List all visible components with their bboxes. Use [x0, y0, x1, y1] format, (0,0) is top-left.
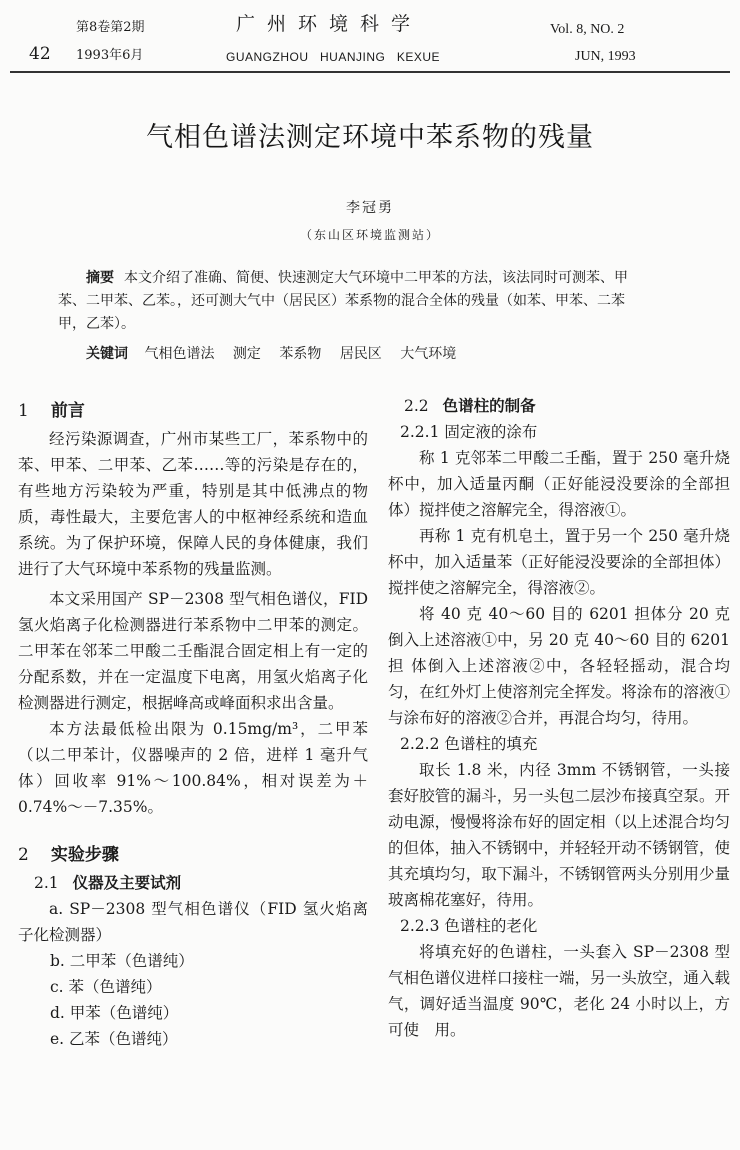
header-rule: [10, 71, 730, 73]
subsubsection-heading-filling: 2.2.2 色谱柱的填充: [400, 735, 538, 753]
left-column: [18, 398, 368, 1052]
publication-date-en: JUN, 1993: [575, 49, 636, 64]
paragraph: 本文采用国产 SP－2308 型气相色谱仪，FID 氢火焰离子化检测器进行苯系物中二甲苯的测定。二甲苯在邻苯二甲酸二壬酯混合固定相上有一定的分配系数，并在一定温度下电离，用氢火焰离子化检测器进行测定，根据峰高或峰面积求出含量。: [18, 590, 368, 712]
journal-title-cn: 广州环境科学: [236, 13, 423, 35]
abstract-text: 本文介绍了准确、简便、快速测定大气环境中二甲苯的方法，该法同时可测苯、甲苯、二甲苯、乙苯。，还可测大气中（居民区）苯系物的混合全体的残量（如苯、甲苯、二苯甲，乙苯）。: [58, 270, 628, 332]
list-item: c. 苯（色谱纯）: [50, 978, 162, 996]
subsubsection-heading-aging: 2.2.3 色谱柱的老化: [400, 917, 538, 935]
subsection-heading-instruments: 2.1 仪器及主要试剂: [34, 873, 182, 892]
paragraph: 本方法最低检出限为 0.15mg/m³，二甲苯（以二甲苯计，仪器噪声的 2 倍，进样 1 毫升气体）回收率 91%～100.84%，相对误差为＋0.74%～－7.35%。: [18, 720, 368, 816]
volume-issue-cn: 第8卷第2期: [76, 20, 145, 35]
right-column: [388, 393, 730, 1043]
abstract-label: 摘要: [86, 270, 114, 286]
journal-title-en: GUANGZHOU HUANJING KEXUE: [226, 50, 441, 64]
paper-title: 气相色谱法测定环境中苯系物的残量: [146, 122, 594, 153]
section-heading-introduction: 1 前言: [18, 401, 85, 421]
paragraph: 将填充好的色谱柱，一头套入 SP－2308 型气相色谱仪进样口接柱一端，另一头放空，通入载气，调好适当温度 90℃，老化 24 小时以上，方可使 用。: [388, 943, 730, 1039]
keyword: 气相色谱法: [144, 346, 215, 362]
volume-issue-en: Vol. 8, NO. 2: [550, 22, 625, 37]
subsection-heading-column-prep: 2.2 色谱柱的制备: [404, 396, 536, 415]
keywords-label: 关键词: [86, 346, 128, 362]
list-item: d. 甲苯（色谱纯）: [50, 1004, 179, 1022]
page-number: 42: [29, 44, 51, 64]
list-item: a. SP－2308 型气相色谱仪（FID 氢火焰离子化检测器）: [18, 900, 368, 944]
keyword: 大气环境: [400, 346, 457, 362]
paragraph: 再称 1 克有机皂土，置于另一个 250 毫升烧杯中，加入适量苯（正好能浸没要涂的全部担体）搅拌使之溶解完全，得溶液②。: [388, 527, 730, 597]
publication-date-cn: 1993年6月: [76, 48, 144, 63]
keyword: 居民区: [339, 346, 382, 362]
paragraph: 称 1 克邻苯二甲酸二壬酯，置于 250 毫升烧杯中，加入适量丙酮（正好能浸没要涂的全部担体）搅拌使之溶解完全，得溶液①。: [388, 449, 730, 519]
keywords: [86, 343, 470, 363]
author-name: 李冠勇: [346, 200, 394, 216]
keyword: 苯系物: [279, 346, 322, 362]
list-item: b. 二甲苯（色谱纯）: [50, 952, 194, 970]
section-heading-experiment: 2 实验步骤: [18, 845, 119, 865]
keyword: 测定: [232, 346, 261, 362]
subsubsection-heading-coating: 2.2.1 固定液的涂布: [400, 423, 538, 441]
abstract: [58, 267, 648, 336]
paragraph: 取长 1.8 米，内径 3mm 不锈钢管，一头接套好胶管的漏斗，另一头包二层沙布接真空泵。开动电源，慢慢将涂布好的固定相（以上述混合均匀的但体，抽入不锈钢中，并轻轻开动不锈钢管，使其充填均匀，取下漏斗，不锈钢管两头分别用少量玻离棉花塞好，待用。: [388, 761, 730, 909]
author-affiliation: （东山区环境监测站）: [299, 228, 440, 242]
paragraph: 将 40 克 40～60 目的 6201 担体分 20 克倒入上述溶液①中，另 20 克 40～60 目的 6201 担 体倒入上述溶液②中，各轻轻摇动，混合均匀，在红外灯上使溶剂完全挥发。将涂布的溶液①与涂布好的溶液②合并，再混合均匀，待用。: [388, 605, 730, 727]
paragraph: 经污染源调查，广州市某些工厂，苯系物中的苯、甲苯、二甲苯、乙苯……等的污染是存在的，有些地方污染较为严重，特别是其中低沸点的物质，毒性最大，主要危害人的中枢神经系统和造血系统。为了保护环境，保障人民的身体健康，我们进行了大气环境中苯系物的残量监测。: [18, 430, 368, 578]
list-item: e. 乙苯（色谱纯）: [50, 1030, 178, 1048]
